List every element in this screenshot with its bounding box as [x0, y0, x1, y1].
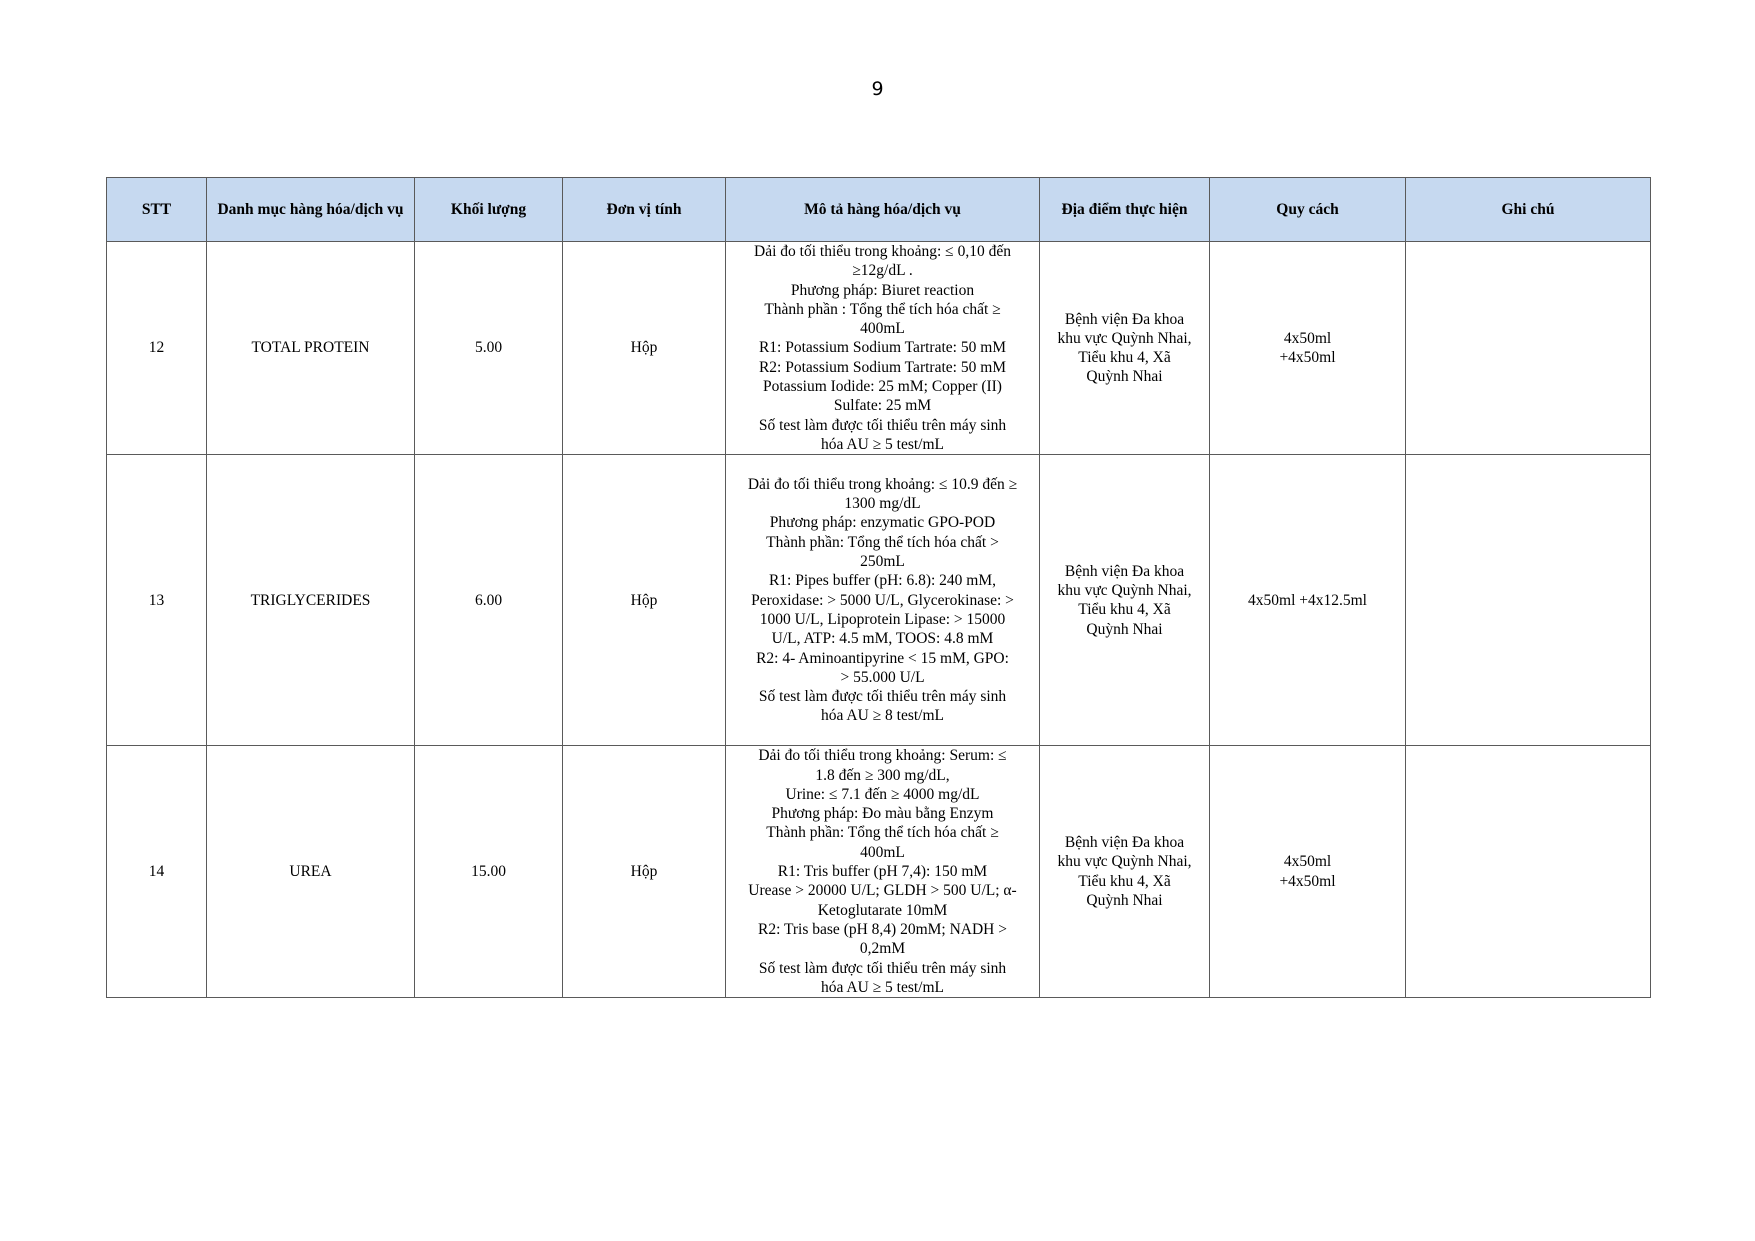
cell-packing	[1210, 746, 1406, 998]
cell-text-line: Bệnh viện Đa khoa	[1064, 834, 1185, 852]
cell-text-line: Quỳnh Nhai	[1086, 368, 1163, 386]
cell-text-line: R2: Potassium Sodium Tartrate: 50 mM	[758, 358, 1007, 376]
cell-text-line: R1: Pipes buffer (pH: 6.8): 240 mM,	[768, 572, 997, 590]
header-item: Danh mục hàng hóa/dịch vụ	[207, 178, 415, 242]
cell-text-line: 0,2mM	[859, 940, 906, 958]
cell-item: TOTAL PROTEIN	[207, 242, 415, 455]
header-packing: Quy cách	[1210, 178, 1406, 242]
cell-text-line: Tiểu khu 4, Xã	[1078, 349, 1171, 367]
cell-item: UREA	[207, 746, 415, 998]
cell-text-line: Phương pháp: Biuret reaction	[790, 281, 975, 299]
cell-unit: Hộp	[563, 746, 726, 998]
cell-text-line: Thành phần: Tổng thể tích hóa chất >	[766, 533, 999, 551]
cell-text-line: Phương pháp: Đo màu bằng Enzym	[771, 805, 994, 823]
cell-location	[1040, 746, 1210, 998]
cell-stt: 13	[107, 455, 207, 746]
header-location: Địa điểm thực hiện	[1040, 178, 1210, 242]
cell-text-line: R2: 4- Aminoantipyrine < 15 mM, GPO:	[756, 649, 1009, 667]
cell-text-line: Thành phần : Tổng thể tích hóa chất ≥	[764, 300, 1001, 318]
cell-text-line: Quỳnh Nhai	[1086, 891, 1163, 909]
cell-text-line: Số test làm được tối thiểu trên máy sinh	[758, 959, 1007, 977]
cell-text-line: Potassium Iodide: 25 mM; Copper (II)	[763, 378, 1002, 396]
cell-text-line: Bệnh viện Đa khoa	[1064, 310, 1185, 328]
table-row	[107, 242, 1651, 455]
cell-note	[1406, 455, 1651, 746]
cell-unit: Hộp	[563, 455, 726, 746]
cell-stt: 12	[107, 242, 207, 455]
cell-text-line: > 55.000 U/L	[840, 668, 925, 686]
header-unit: Đơn vị tính	[563, 178, 726, 242]
cell-note	[1406, 242, 1651, 455]
cell-item: TRIGLYCERIDES	[207, 455, 415, 746]
cell-text-line: 1.8 đến ≥ 300 mg/dL,	[815, 766, 950, 784]
cell-text-line: 4x50ml +4x12.5ml	[1248, 591, 1367, 609]
cell-text-line: Số test làm được tối thiểu trên máy sinh	[758, 688, 1007, 706]
cell-text-line: Peroxidase: > 5000 U/L, Glycerokinase: >	[751, 591, 1014, 609]
cell-description	[726, 746, 1040, 998]
table-header-row	[107, 178, 1651, 242]
cell-text-line: 4x50ml	[1283, 329, 1332, 347]
cell-stt: 14	[107, 746, 207, 998]
cell-packing	[1210, 242, 1406, 455]
cell-text-line: hóa AU ≥ 8 test/mL	[820, 707, 945, 725]
cell-location	[1040, 242, 1210, 455]
cell-quantity: 15.00	[415, 746, 563, 998]
cell-text-line: Dải đo tối thiểu trong khoảng: ≤ 0,10 đến	[754, 243, 1011, 260]
cell-text-line: Phương pháp: enzymatic GPO-POD	[769, 514, 996, 532]
page-number: 9	[871, 78, 884, 100]
cell-text-line: U/L, ATP: 4.5 mM, TOOS: 4.8 mM	[771, 630, 994, 648]
table-row	[107, 746, 1651, 998]
cell-location	[1040, 455, 1210, 746]
cell-text-line: hóa AU ≥ 5 test/mL	[820, 978, 945, 996]
goods-table	[106, 177, 1651, 998]
cell-text-line: +4x50ml	[1279, 349, 1336, 367]
cell-text-line: Dải đo tối thiểu trong khoảng: ≤ 10.9 đến ≥	[747, 475, 1018, 493]
table-row	[107, 455, 1651, 746]
cell-text-line: Dải đo tối thiểu trong khoảng: Serum: ≤	[758, 747, 1007, 765]
header-stt: STT	[107, 178, 207, 242]
cell-text-line: R1: Tris buffer (pH 7,4): 150 mM	[777, 863, 988, 881]
cell-text-line: Số test làm được tối thiểu trên máy sinh	[758, 416, 1007, 434]
cell-text-line: khu vực Quỳnh Nhai,	[1057, 581, 1192, 599]
cell-text-line: Ketoglutarate 10mM	[817, 901, 948, 919]
cell-description	[726, 455, 1040, 746]
cell-text-line: hóa AU ≥ 5 test/mL	[820, 435, 945, 453]
cell-unit: Hộp	[563, 242, 726, 455]
cell-text-line: Quỳnh Nhai	[1086, 620, 1163, 638]
cell-text-line: R2: Tris base (pH 8,4) 20mM; NADH >	[757, 920, 1007, 938]
cell-note	[1406, 746, 1651, 998]
cell-text-line: 1000 U/L, Lipoprotein Lipase: > 15000	[759, 610, 1006, 628]
header-note: Ghi chú	[1406, 178, 1651, 242]
cell-packing	[1210, 455, 1406, 746]
cell-quantity: 6.00	[415, 455, 563, 746]
cell-text-line: Tiểu khu 4, Xã	[1078, 601, 1171, 619]
cell-text-line: Tiểu khu 4, Xã	[1078, 872, 1171, 890]
header-quantity: Khối lượng	[415, 178, 563, 242]
cell-text-line: 400mL	[860, 843, 905, 861]
cell-text-line: 4x50ml	[1283, 853, 1332, 871]
cell-text-line: ≥12g/dL .	[852, 262, 913, 280]
cell-text-line: 250mL	[860, 553, 905, 571]
cell-text-line: khu vực Quỳnh Nhai,	[1057, 329, 1192, 347]
cell-text-line: R1: Potassium Sodium Tartrate: 50 mM	[758, 339, 1007, 357]
cell-text-line: 400mL	[860, 320, 905, 338]
cell-description	[726, 242, 1040, 455]
cell-text-line: Thành phần: Tổng thể tích hóa chất ≥	[766, 824, 999, 842]
cell-text-line: khu vực Quỳnh Nhai,	[1057, 853, 1192, 871]
cell-quantity: 5.00	[415, 242, 563, 455]
header-description: Mô tả hàng hóa/dịch vụ	[726, 178, 1040, 242]
cell-text-line: +4x50ml	[1279, 872, 1336, 890]
cell-text-line: Urease > 20000 U/L; GLDH > 500 U/L; α-	[748, 882, 1017, 900]
cell-text-line: 1300 mg/dL	[844, 495, 921, 513]
cell-text-line: Bệnh viện Đa khoa	[1064, 562, 1185, 580]
cell-text-line: Sulfate: 25 mM	[833, 397, 932, 415]
cell-text-line: Urine: ≤ 7.1 đến ≥ 4000 mg/dL	[785, 785, 980, 803]
